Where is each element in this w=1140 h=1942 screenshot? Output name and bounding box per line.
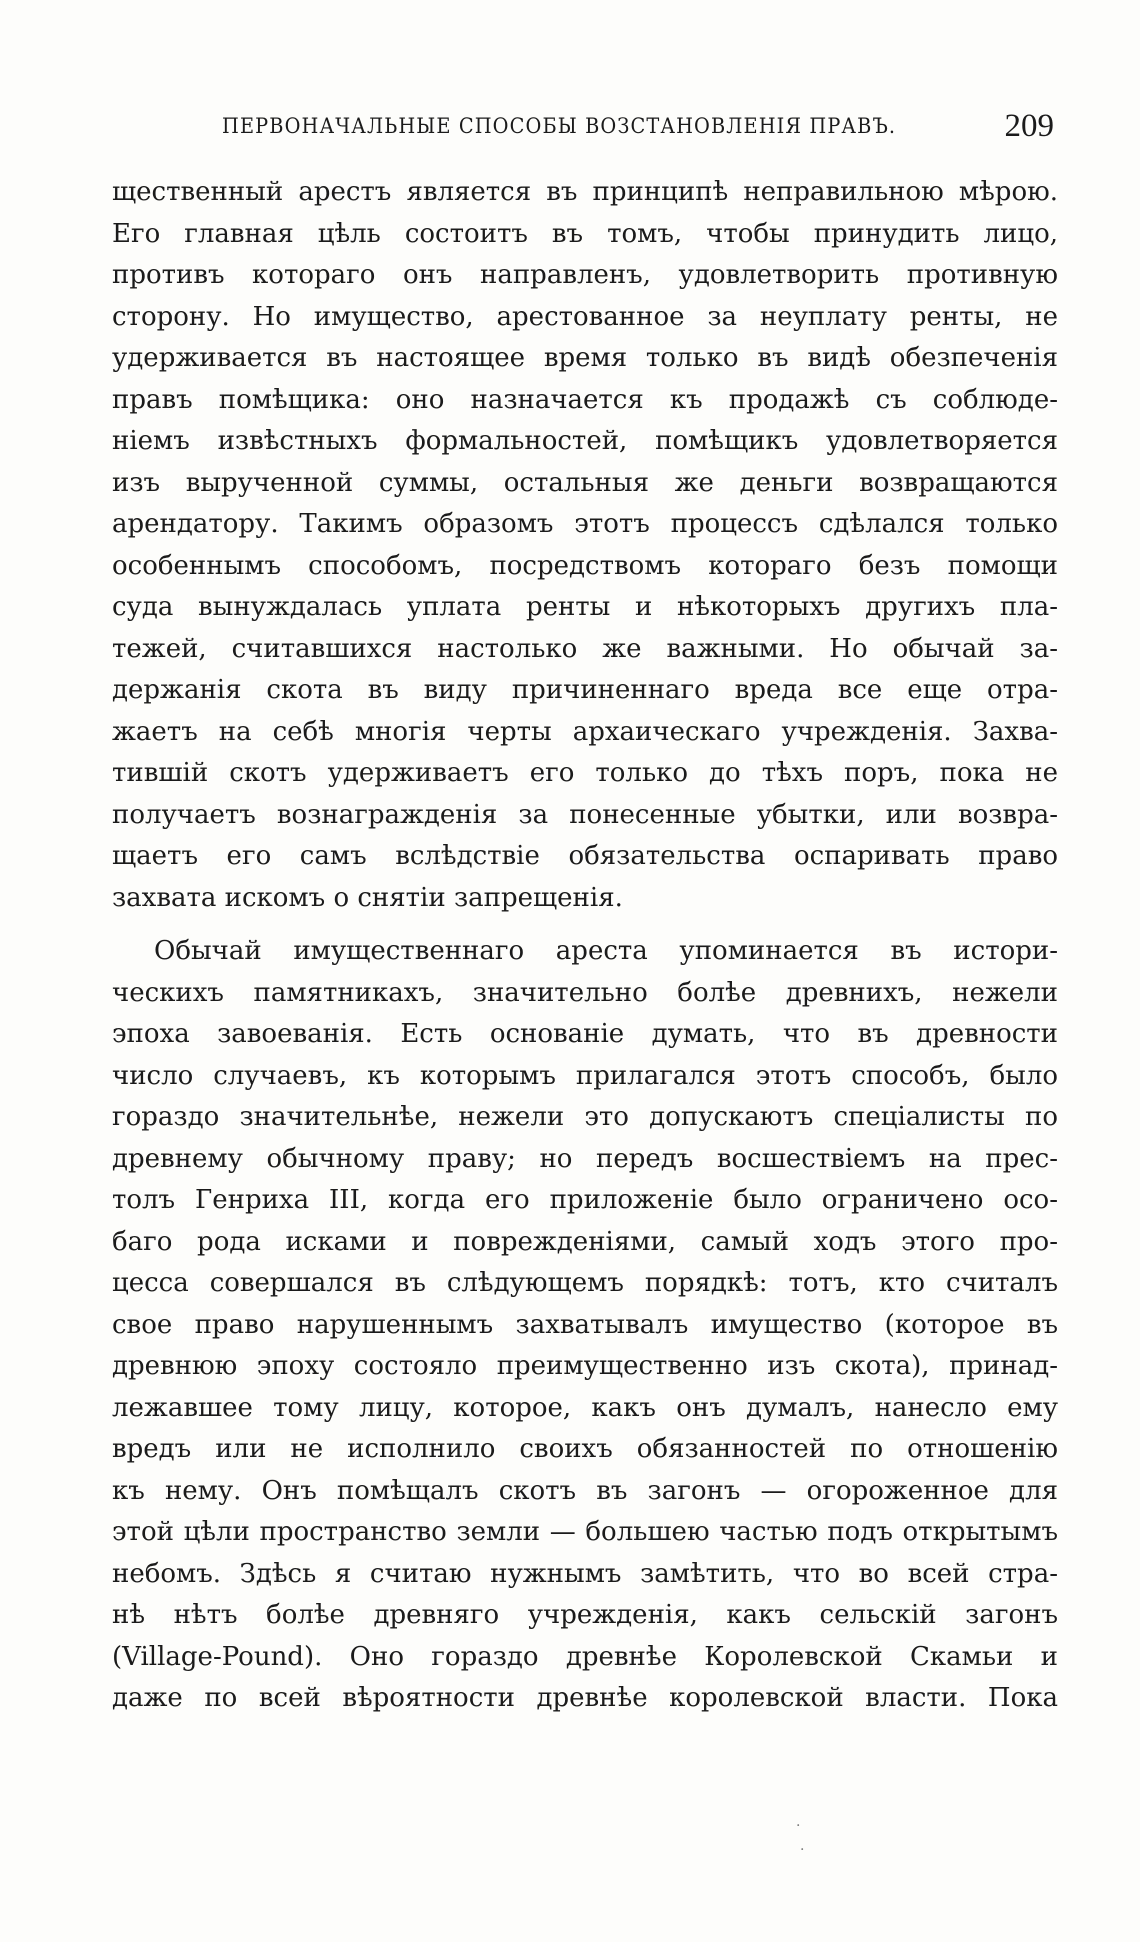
page-number: 209 (1004, 108, 1054, 144)
text-line: число случаевъ, къ которымъ прилагался этотъ способъ, было (112, 1060, 1058, 1091)
text-line: вредъ или не исполнило своихъ обязанностей по отношенію (112, 1434, 1058, 1464)
text-line: свое право нарушеннымъ захватывалъ имущество (которое въ (112, 1309, 1058, 1340)
text-line: тежей, считавшихся настолько же важными. Но обычай за- (112, 633, 1058, 664)
text-line: Его главная цѣль состоитъ въ томъ, чтобы принудить лицо, (112, 218, 1058, 249)
text-line: правъ помѣщика: оно назначается къ продажѣ съ соблюде- (112, 384, 1058, 415)
print-speck: · (796, 1818, 801, 1834)
text-line: тившій скотъ удерживаетъ его только до тѣхъ поръ, пока не (112, 758, 1058, 788)
text-line: арендатору. Такимъ образомъ этотъ процессъ сдѣлался только (112, 509, 1058, 539)
text-line: древнему обычному праву; но передъ восшествіемъ на прес- (112, 1143, 1058, 1174)
text-line: получаетъ вознагражденія за понесенные убытки, или возвра- (112, 799, 1058, 830)
paragraph-2 (112, 931, 1058, 1720)
running-title: ПЕРВОНАЧАЛЬНЫЕ СПОСОБЫ ВОЗСТАНОВЛЕНІЯ ПРАВЪ. (222, 114, 897, 138)
text-line: баго рода исками и поврежденіями, самый ходъ этого про- (112, 1226, 1058, 1257)
text-line: толъ Генриха III, когда его приложеніе было ограничено осо- (112, 1185, 1058, 1215)
paragraph-gap (112, 919, 1058, 931)
text-line: ческихъ памятникахъ, значительно болѣе древнихъ, нежели (112, 977, 1058, 1008)
running-head (112, 108, 1058, 152)
text-line: гораздо значительнѣе, нежели это допускаютъ спеціалисты по (112, 1102, 1058, 1132)
text-line: (Village-Pound). Оно гораздо древнѣе Королевской Скамьи и (112, 1641, 1058, 1672)
text-line: жаетъ на себѣ многія черты архаическаго учрежденія. Захва- (112, 716, 1058, 747)
text-line: ніемъ извѣстныхъ формальностей, помѣщикъ удовлетворяется (112, 426, 1058, 456)
text-line: небомъ. Здѣсь я считаю нужнымъ замѣтить, что во всей стра- (112, 1558, 1058, 1589)
text-line: суда вынуждалась уплата ренты и нѣкоторыхъ другихъ пла- (112, 592, 1058, 622)
text-line: держанія скота въ виду причиненнаго вреда все еще отра- (112, 675, 1058, 705)
text-line: противъ котораго онъ направленъ, удовлетворить противную (112, 260, 1058, 290)
text-line: щественный арестъ является въ принципѣ неправильною мѣрою. (112, 177, 1058, 207)
text-line: захвата искомъ о снятіи запрещенія. (112, 882, 623, 913)
text-line: даже по всей вѣроятности древнѣе королевской власти. Пока (112, 1683, 1058, 1713)
text-line: сторону. Но имущество, арестованное за неуплату ренты, не (112, 301, 1058, 332)
text-line: эпоха завоеванія. Есть основаніе думать, что въ древности (112, 1019, 1058, 1049)
text-line: къ нему. Онъ помѣщалъ скотъ въ загонъ — огороженное для (112, 1475, 1058, 1506)
text-line: удерживается въ настоящее время только въ видѣ обезпеченія (112, 343, 1058, 373)
text-line: щаетъ его самъ вслѣдствіе обязательства оспаривать право (112, 841, 1058, 871)
text-line: древнюю эпоху состояло преимущественно изъ скота), принад- (112, 1351, 1058, 1381)
text-line: лежавшее тому лицу, которое, какъ онъ думалъ, нанесло ему (112, 1392, 1058, 1423)
text-line: изъ вырученной суммы, остальныя же деньги возвращаются (112, 467, 1058, 498)
print-speck: · (800, 1842, 805, 1858)
text-line: этой цѣли пространство земли — большею частью подъ открытымъ (112, 1517, 1058, 1547)
text-line: особеннымъ способомъ, посредствомъ котораго безъ помощи (112, 550, 1058, 581)
body-text (112, 172, 1058, 1720)
text-line: цесса совершался въ слѣдующемъ порядкѣ: тотъ, кто считалъ (112, 1268, 1058, 1298)
text-line: нѣ нѣтъ болѣе древняго учрежденія, какъ сельскій загонъ (112, 1600, 1058, 1630)
text-line: Обычай имущественнаго ареста упоминается въ истори- (154, 936, 1058, 966)
paragraph-1 (112, 172, 1058, 919)
